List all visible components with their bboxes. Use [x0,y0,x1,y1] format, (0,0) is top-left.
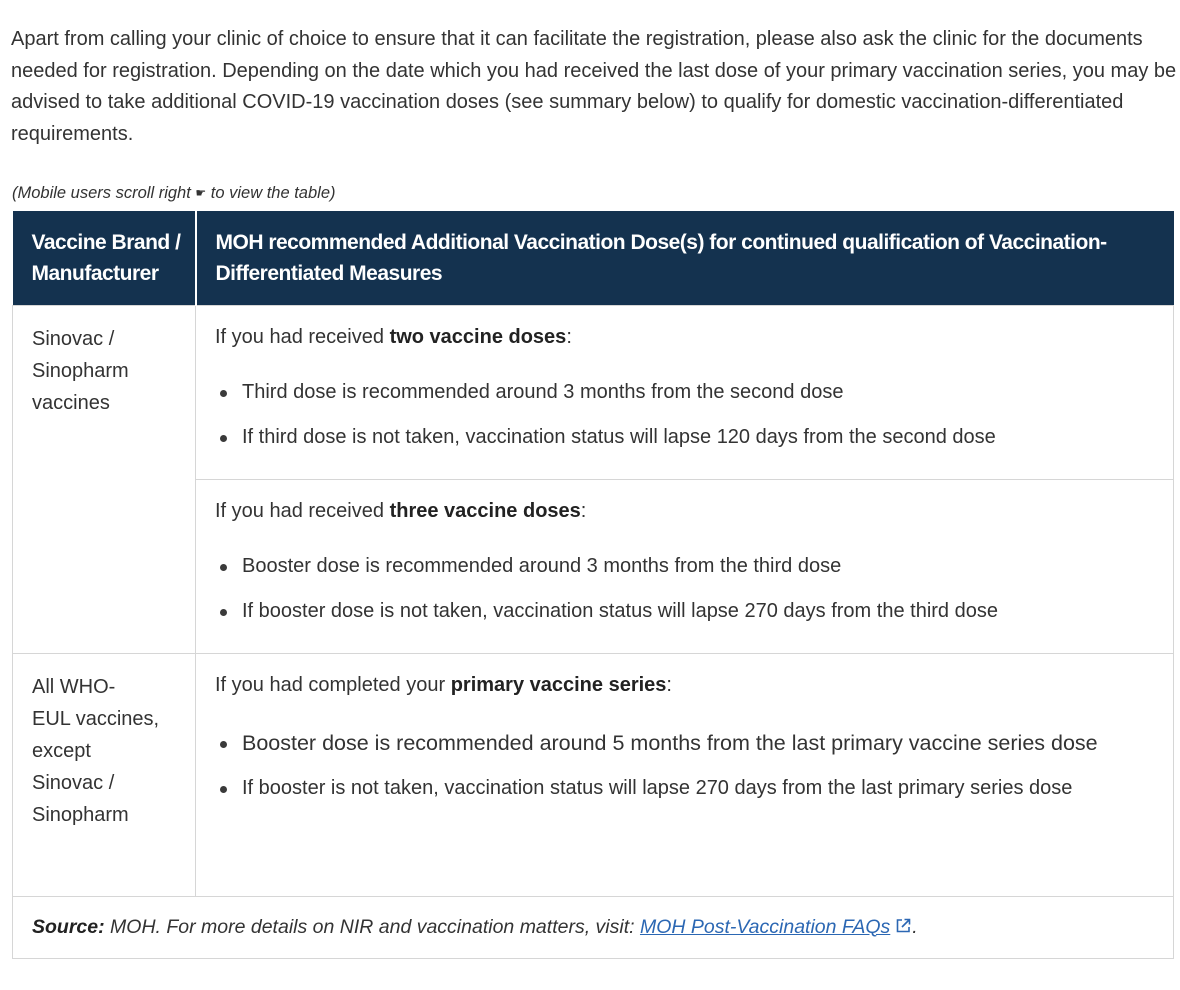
lead-bold: three vaccine doses [389,499,581,522]
brand-cell-sinovac: Sinovac / Sinopharm vaccines [13,305,196,653]
source-label: Source: [32,915,105,938]
scroll-note-after: to view the table) [210,184,336,202]
recommendation-cell-primary-series [196,653,1174,896]
table-row [13,305,1174,479]
recommendation-list [215,551,1163,627]
header-recommendation: MOH recommended Additional Vaccination Dose(s) for continued qualification of Vaccination-Differentiated Measures [196,211,1174,305]
header-vaccine-brand: Vaccine Brand / Manufacturer [13,211,196,305]
recommendation-list [215,726,1163,804]
source-row [13,896,1174,958]
table-row [13,653,1174,896]
lead-bold: primary vaccine series [450,673,667,696]
table-header-row [13,211,1174,305]
recommendation-cell-two-doses [196,305,1174,479]
list-item: If booster is not taken, vaccination status will lapse 270 days from the last primary series dose [215,773,1163,804]
recommendation-cell-three-doses [196,479,1174,653]
pointing-hand-icon: ☛ [195,186,207,200]
recommendation-lead [215,322,1163,352]
brand-cell-who-eul: All WHO- EUL vaccines, except Sinovac / Sinopharm [13,653,196,896]
source-cell [13,896,1174,958]
lead-text: If you had received [215,499,390,522]
lead-colon: : [566,325,572,348]
lead-colon: : [580,499,587,522]
recommendation-lead [215,496,1163,526]
external-link-icon[interactable] [894,917,912,935]
source-end: . [912,915,918,938]
list-item: If booster dose is not taken, vaccination status will lapse 270 days from the third dose [215,596,1163,627]
lead-text: If you had completed your [215,673,451,696]
vaccination-dose-table [12,211,1174,959]
lead-bold: two vaccine doses [389,325,567,348]
list-item: If third dose is not taken, vaccination status will lapse 120 days from the second dose [215,422,1163,453]
mobile-scroll-note [12,184,336,203]
lead-text: If you had received [215,325,390,348]
moh-faq-link[interactable]: MOH Post-Vaccination FAQs [639,915,891,938]
scroll-note-before: (Mobile users scroll right [12,184,191,202]
recommendation-lead [215,670,1163,700]
list-item: Third dose is recommended around 3 months from the second dose [215,377,1163,408]
intro-paragraph: Apart from calling your clinic of choice to ensure that it can facilitate the registration, please also ask the clinic for the documents needed for registration. Depending on the date which you had received the last dose of your primary vaccination series, you may be advised to take additional COVID-19 vaccination doses (see summary below) to qualify for domestic vaccination-differentiated requirements. [11,28,1177,145]
source-text: MOH. For more details on NIR and vaccination matters, visit: [104,915,640,938]
recommendation-list [215,377,1163,453]
list-item: Booster dose is recommended around 5 months from the last primary vaccine series dose [215,726,1163,761]
lead-colon: : [666,673,672,696]
list-item: Booster dose is recommended around 3 months from the third dose [215,551,1163,582]
